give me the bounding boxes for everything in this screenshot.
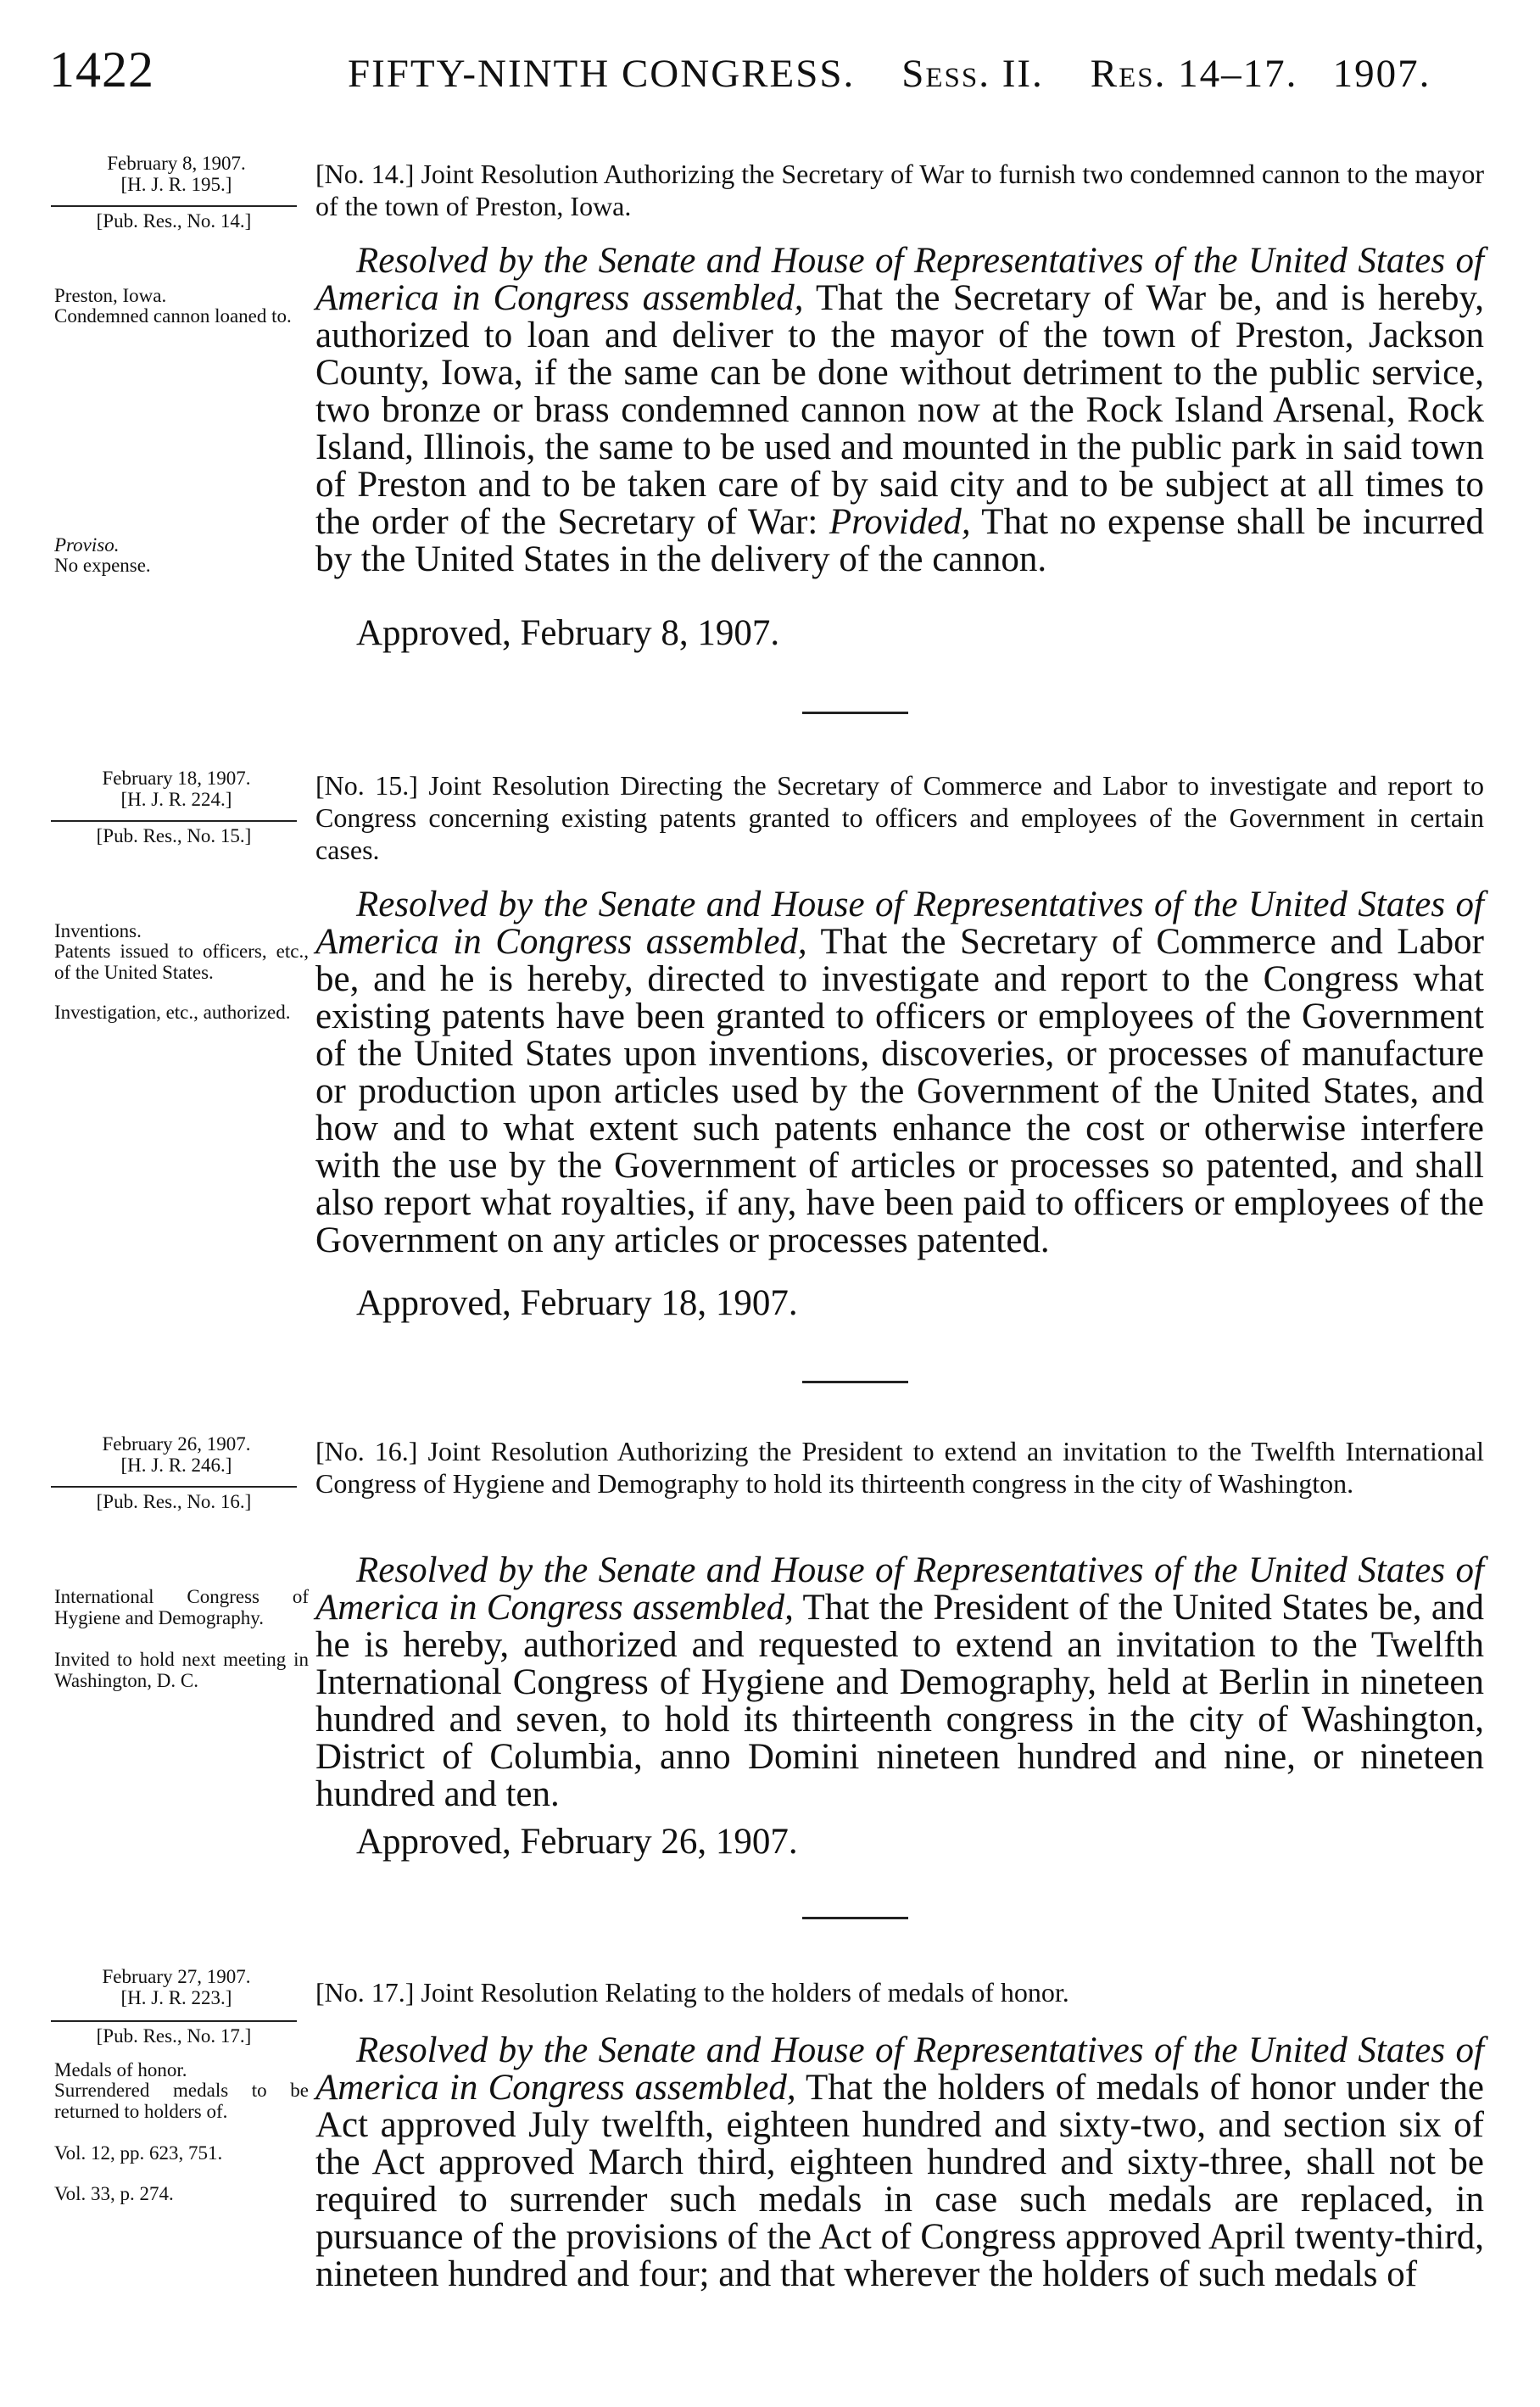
section-divider: [802, 712, 908, 714]
margin-note-action: Investigation, etc., authorized.: [54, 1002, 291, 1023]
body-text: That the President of the United States be, and he is hereby, authorized and requested to extend an invitation to the Twelfth International Congress of Hygiene and Demography, held at Berlin in nineteen hundred and seven, to hold its thirteenth congress in the city of Washington, District of Columbia, anno Domini nineteen hundred and nine, or nineteen hundred and ten.: [315, 1588, 1484, 1814]
statute-citation: Vol. 33, p. 274.: [54, 2183, 174, 2204]
resolution-heading: [No. 17.] Joint Resolution Relating to the holders of medals of honor.: [315, 1977, 1069, 2008]
bill-number: [H. J. R. 246.]: [120, 1455, 232, 1476]
margin-note-topic: Patents issued to officers, etc., of the United States.: [54, 941, 309, 983]
body-text: That the holders of medals of honor under the Act approved July twelfth, eighteen hundred and sixty-two, and section six of the Act approved March third, eighteen hundred and sixty-three, shall not be required to surrender such medals in case such medals are replaced, in pursuance of the provisions of the Act of Congress approved April twenty-third, nineteen hundred and four; and that wherever the holders of such medals of: [315, 2068, 1484, 2294]
page-number: 1422: [49, 42, 154, 98]
margin-note-subject: Medals of honor.: [54, 2059, 187, 2080]
running-title-year: 1907.: [1332, 52, 1431, 96]
approved-line: Approved, February 18, 1907.: [356, 1283, 798, 1323]
enacting-clause: Resolved by the Senate and House of Representatives of the United States of America in Congress assembled,: [315, 1550, 1484, 1628]
bill-number: [H. J. R. 195.]: [120, 174, 232, 195]
bill-number: [H. J. R. 223.]: [120, 1987, 232, 2008]
pub-res-number: [Pub. Res., No. 17.]: [51, 2020, 297, 2047]
resolution-body: [315, 243, 1484, 578]
approval-date: February 26, 1907.: [102, 1433, 251, 1455]
margin-note-proviso: [54, 534, 309, 556]
approval-date: February 27, 1907.: [102, 1966, 251, 1987]
margin-note-subject: International Congress of Hygiene and Demography.: [54, 1586, 309, 1628]
running-title-session: Sess. II.: [901, 52, 1044, 96]
section-divider: [802, 1917, 908, 1919]
running-title-resolutions: Res. 14–17.: [1090, 52, 1298, 96]
pub-res-number: [Pub. Res., No. 14.]: [51, 205, 297, 232]
resolution-date: [58, 768, 295, 810]
margin-note-topic: Invited to hold next meeting in Washington, D. C.: [54, 1649, 309, 1691]
body-text-proviso: That no expense shall be incurred by the United States in the delivery of the cannon.: [315, 502, 1485, 579]
margin-note-subject: Inventions.: [54, 920, 142, 941]
proviso-label: Proviso.: [54, 534, 120, 556]
running-title-congress: FIFTY-NINTH CONGRESS.: [348, 52, 856, 96]
section-divider: [802, 1381, 908, 1383]
pub-res-number: [Pub. Res., No. 16.]: [51, 1486, 297, 1513]
statute-citation: Vol. 12, pp. 623, 751.: [54, 2142, 223, 2164]
bill-number: [H. J. R. 224.]: [120, 789, 232, 810]
resolution-heading: [No. 14.] Joint Resolution Authorizing the Secretary of War to furnish two condemned cannon to the mayor of the town of Preston, Iowa.: [315, 159, 1484, 221]
resolution-body: [315, 1552, 1484, 1813]
body-text: That the Secretary of Commerce and Labor be, and he is hereby, directed to investigate and report to the Congress what existing patents have been granted to officers or employees of the Government of the United States upon inventions, discoveries, or processes of manufacture or production upon articles used by the Government of the United States, and how and to what extent such patents enhance the cost or otherwise interfere with the use by the Government of articles or processes so patented, and shall also report what royalties, if any, have been paid to officers or employees of the Government on any articles or processes patented.: [315, 922, 1484, 1260]
resolution-body: [315, 886, 1484, 1259]
resolution-heading: [No. 15.] Joint Resolution Directing the Secretary of Commerce and Labor to investigate and report to Congress concerning existing patents granted to officers and employees of the Government in certain cases.: [315, 770, 1484, 865]
resolution-date: [58, 1966, 295, 2008]
provided-word: Provided,: [829, 502, 971, 542]
approved-line: Approved, February 8, 1907.: [356, 613, 780, 653]
approval-date: February 18, 1907.: [102, 768, 251, 789]
page-header: [0, 41, 1540, 117]
running-title: [348, 51, 1431, 97]
enacting-clause: Resolved by the Senate and House of Representatives of the United States of America in Congress assembled,: [315, 241, 1484, 318]
margin-note-topic: Condemned cannon loaned to.: [54, 305, 292, 327]
approved-line: Approved, February 26, 1907.: [356, 1822, 798, 1862]
resolution-body: [315, 2032, 1484, 2293]
resolution-date: [58, 153, 295, 195]
margin-note-subject: Preston, Iowa.: [54, 285, 167, 306]
resolution-heading: [No. 16.] Joint Resolution Authorizing the President to extend an invitation to the Twelfth International Congress of Hygiene and Demography to hold its thirteenth congress in the city of Washington.: [315, 1436, 1484, 1499]
margin-note-topic: Surrendered medals to be returned to holders of.: [54, 2080, 309, 2122]
margin-note-no-expense: No expense.: [54, 555, 151, 576]
enacting-clause: Resolved by the Senate and House of Representatives of the United States of America in Congress assembled,: [315, 885, 1484, 962]
pub-res-number: [Pub. Res., No. 15.]: [51, 820, 297, 847]
enacting-clause: Resolved by the Senate and House of Representatives of the United States of America in Congress assembled,: [315, 2030, 1484, 2108]
resolution-date: [58, 1433, 295, 1476]
body-text: That the Secretary of War be, and is hereby, authorized to loan and deliver to the mayor of the town of Preston, Jackson County, Iowa, if the same can be done without detriment to the public service, two bronze or brass condemned cannon now at the Rock Island Arsenal, Rock Island, Illinois, the same to be used and mounted in the public park in said town of Preston and to be taken care of by said city and to be subject at all times to the order of the Secretary of War:: [315, 278, 1484, 542]
approval-date: February 8, 1907.: [107, 153, 246, 174]
